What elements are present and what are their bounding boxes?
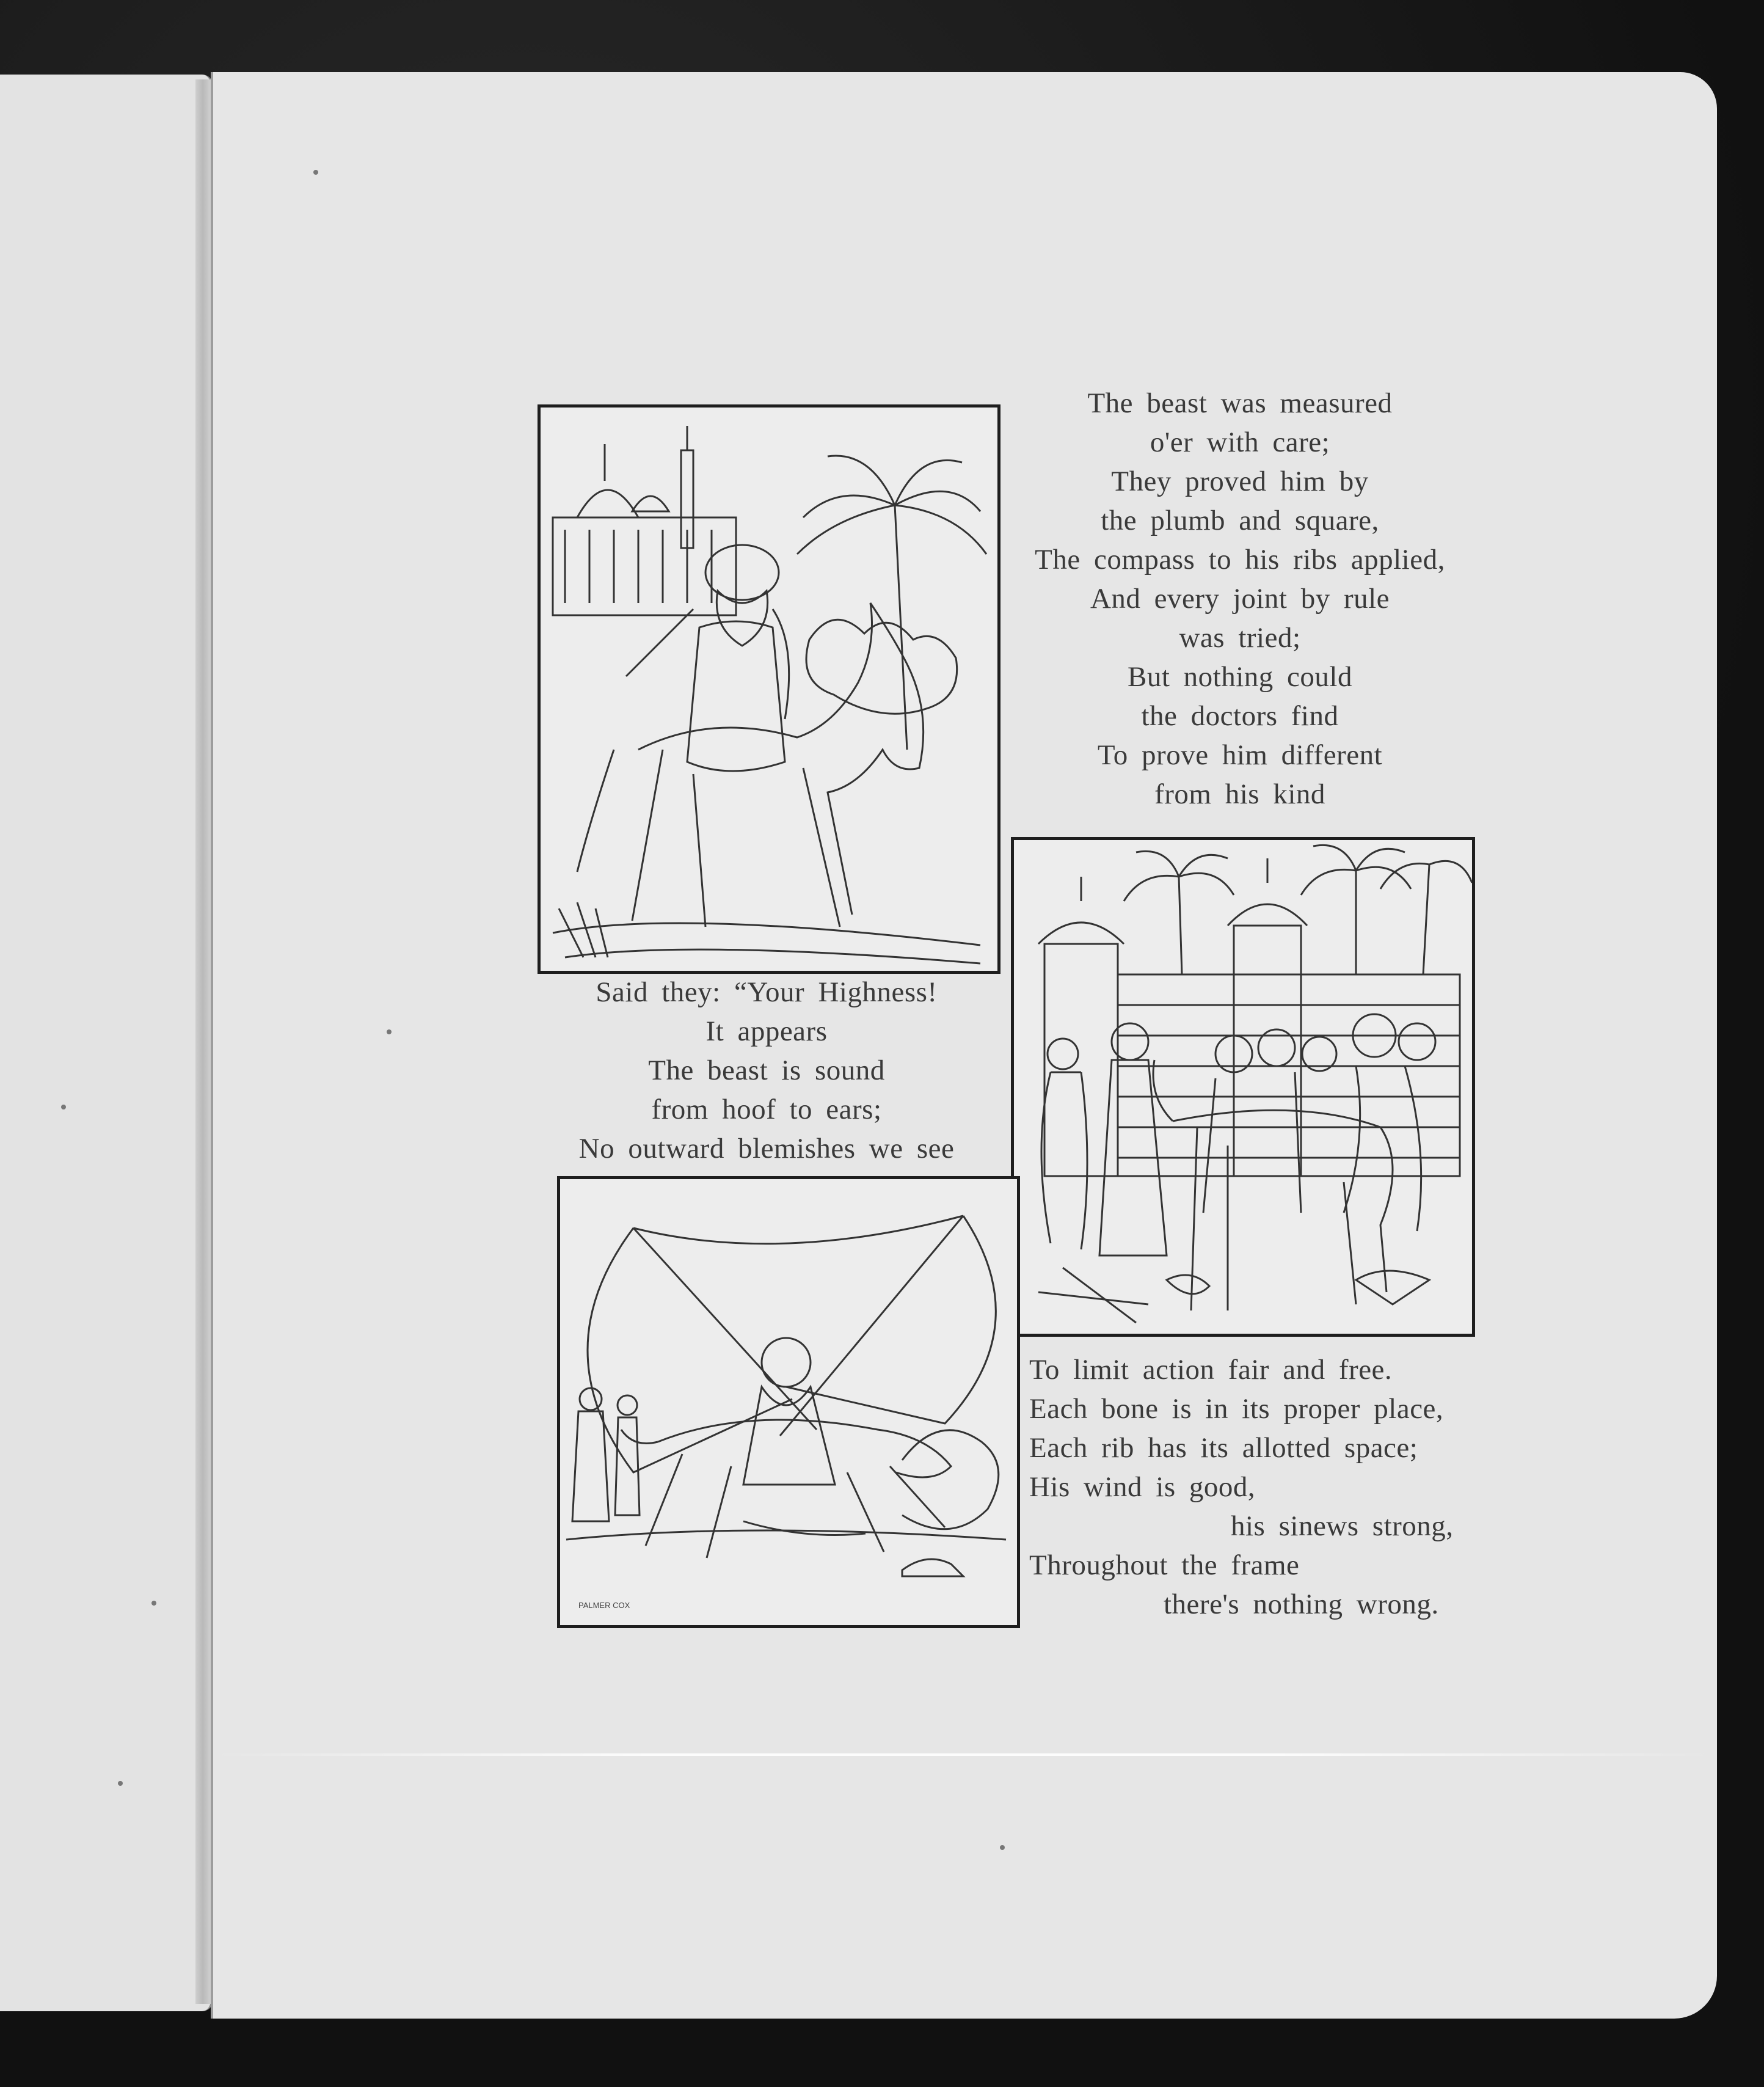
verse-line: The beast is sound — [648, 1054, 885, 1086]
verse-line: It appears — [705, 1015, 828, 1047]
page-speck — [61, 1105, 66, 1109]
verse-line: was tried; — [1179, 622, 1301, 654]
rider-on-donkey-illustration — [538, 404, 1000, 974]
donkey-with-sails-illustration — [557, 1176, 1020, 1628]
doctors-measuring-donkey-illustration — [1011, 837, 1475, 1337]
verse-line: No outward blemishes we see — [578, 1133, 955, 1164]
verse-line: They proved him by — [1111, 466, 1369, 497]
verse-middle — [528, 973, 1005, 1168]
page-speck — [151, 1601, 156, 1606]
verse-line: Each bone is in its proper place, — [1029, 1393, 1444, 1425]
verse-line: from hoof to ears; — [651, 1094, 882, 1125]
page-speck — [118, 1781, 123, 1786]
verse-line: the plumb and square, — [1101, 505, 1379, 536]
verse-line: His wind is good, — [1029, 1471, 1256, 1503]
verse-line: But nothing could — [1128, 661, 1352, 693]
verse-line: To limit action fair and free. — [1029, 1354, 1393, 1386]
verse-line: there's nothing wrong. — [1164, 1588, 1439, 1620]
verse-line: The beast was measured — [1087, 387, 1393, 419]
verse-line: The compass to his ribs applied, — [1035, 544, 1445, 576]
page-speck — [387, 1029, 392, 1034]
verse-line: o'er with care; — [1150, 426, 1330, 458]
verse-line: Throughout the frame — [1029, 1549, 1300, 1581]
verse-line: Each rib has its allotted space; — [1029, 1432, 1418, 1464]
verse-bottom — [1029, 1350, 1506, 1624]
page-crease — [211, 1753, 1715, 1756]
verse-line: the doctors find — [1141, 700, 1339, 732]
left-page — [0, 75, 213, 2011]
artist-signature: PALMER COX — [578, 1601, 630, 1610]
verse-line: To prove him different — [1097, 739, 1383, 771]
verse-line: And every joint by rule — [1090, 583, 1390, 615]
page-speck — [1000, 1845, 1005, 1850]
page-speck — [313, 170, 318, 175]
verse-line: Said they: “Your Highness! — [596, 976, 938, 1008]
verse-line: from his kind — [1154, 778, 1325, 810]
verse-top — [1008, 384, 1472, 814]
verse-line: his sinews strong, — [1231, 1510, 1454, 1542]
